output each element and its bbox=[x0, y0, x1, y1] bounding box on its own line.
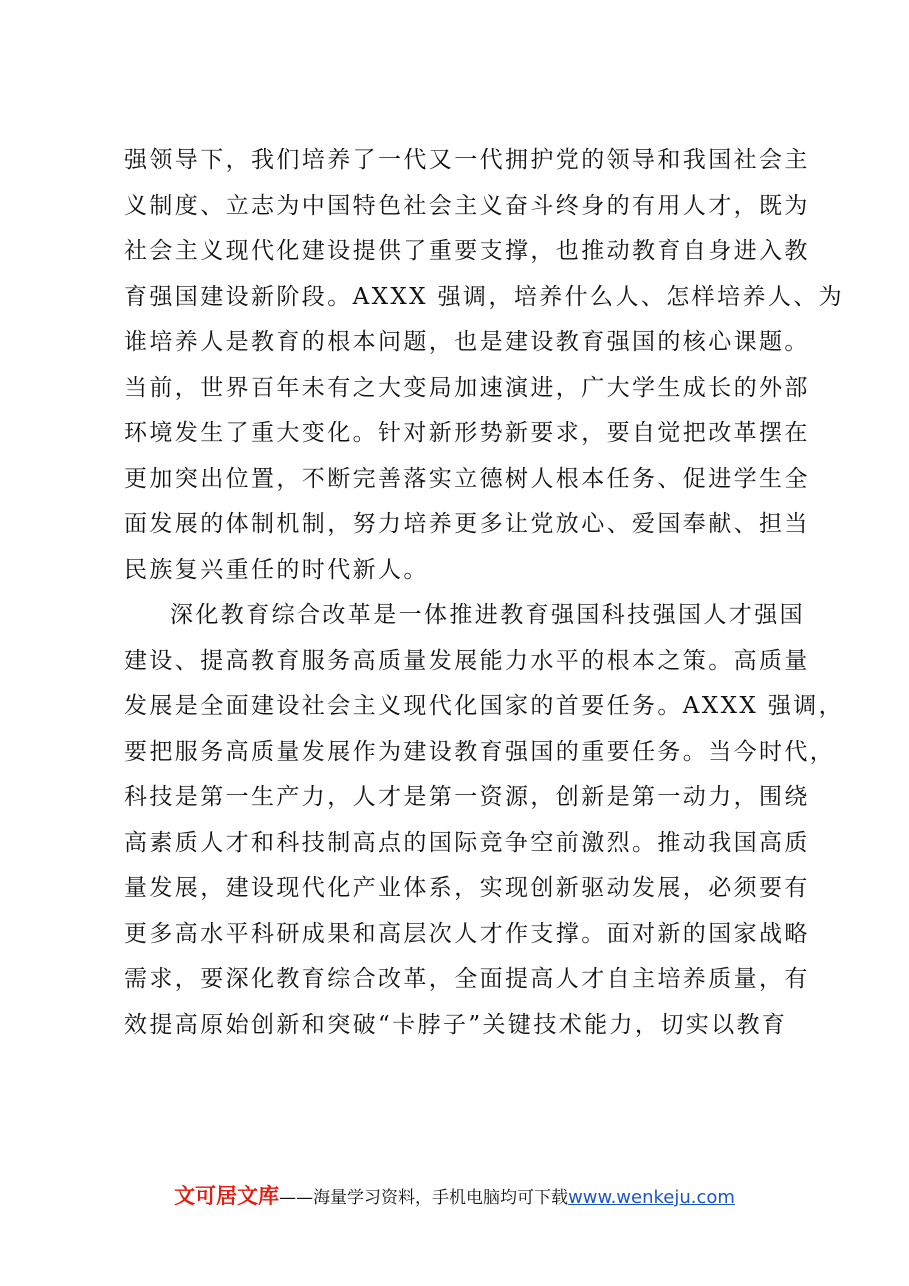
text-line: 谁培养人是教育的根本问题，也是建设教育强国的核心课题。 bbox=[124, 329, 810, 355]
text-line: 当前，世界百年未有之大变局加速演进，广大学生成长的外部 bbox=[124, 374, 810, 401]
text-line: 效提高原始创新和突破“卡脖子”关键技术能力，切实以教育 bbox=[124, 1011, 788, 1038]
text-line: 更多高水平科研成果和高层次人才作支撑。面对新的国家战略 bbox=[124, 920, 810, 947]
document-body bbox=[124, 138, 845, 1048]
text-line: 更加突出位置，不断完善落实立德树人根本任务、促进学生全 bbox=[124, 465, 810, 492]
text-line: 需求，要深化教育综合改革，全面提高人才自主培养质量，有 bbox=[124, 966, 810, 992]
text-line: 育强国建设新阶段。AXXX 强调，培养什么人、怎样培养人、为 bbox=[124, 283, 845, 310]
text-line: 社会主义现代化建设提供了重要支撑，也推动教育自身进入教 bbox=[124, 238, 810, 264]
footer bbox=[0, 1180, 909, 1210]
text-line: 环境发生了重大变化。针对新形势新要求，要自觉把改革摆在 bbox=[124, 420, 810, 446]
text-line: 科技是第一生产力，人才是第一资源，创新是第一动力，围绕 bbox=[124, 784, 810, 810]
text-line: 要把服务高质量发展作为建设教育强国的重要任务。当今时代， bbox=[124, 738, 836, 765]
text-line: 高素质人才和科技制高点的国际竞争空前激烈。推动我国高质 bbox=[124, 829, 810, 856]
footer-tagline: ——海量学习资料，手机电脑均可下载 bbox=[279, 1188, 569, 1208]
text-line: 面发展的体制机制，努力培养更多让党放心、爱国奉献、担当 bbox=[124, 511, 810, 537]
paragraph-start-line: 深化教育综合改革是一体推进教育强国科技强国人才强国 bbox=[170, 602, 805, 628]
text-line: 民族复兴重任的时代新人。 bbox=[124, 556, 429, 583]
text-line: 义制度、立志为中国特色社会主义奋斗终身的有用人才，既为 bbox=[124, 192, 810, 219]
text-line: 量发展，建设现代化产业体系，实现创新驱动发展，必须要有 bbox=[124, 875, 810, 901]
text-line: 发展是全面建设社会主义现代化国家的首要任务。AXXX 强调， bbox=[124, 693, 845, 719]
text-line: 建设、提高教育服务高质量发展能力水平的根本之策。高质量 bbox=[124, 647, 810, 674]
footer-brand: 文可居文库 bbox=[174, 1184, 280, 1208]
text-line: 强领导下，我们培养了一代又一代拥护党的领导和我国社会主 bbox=[124, 147, 810, 173]
footer-site-link[interactable]: www.wenkeju.com bbox=[568, 1187, 735, 1208]
